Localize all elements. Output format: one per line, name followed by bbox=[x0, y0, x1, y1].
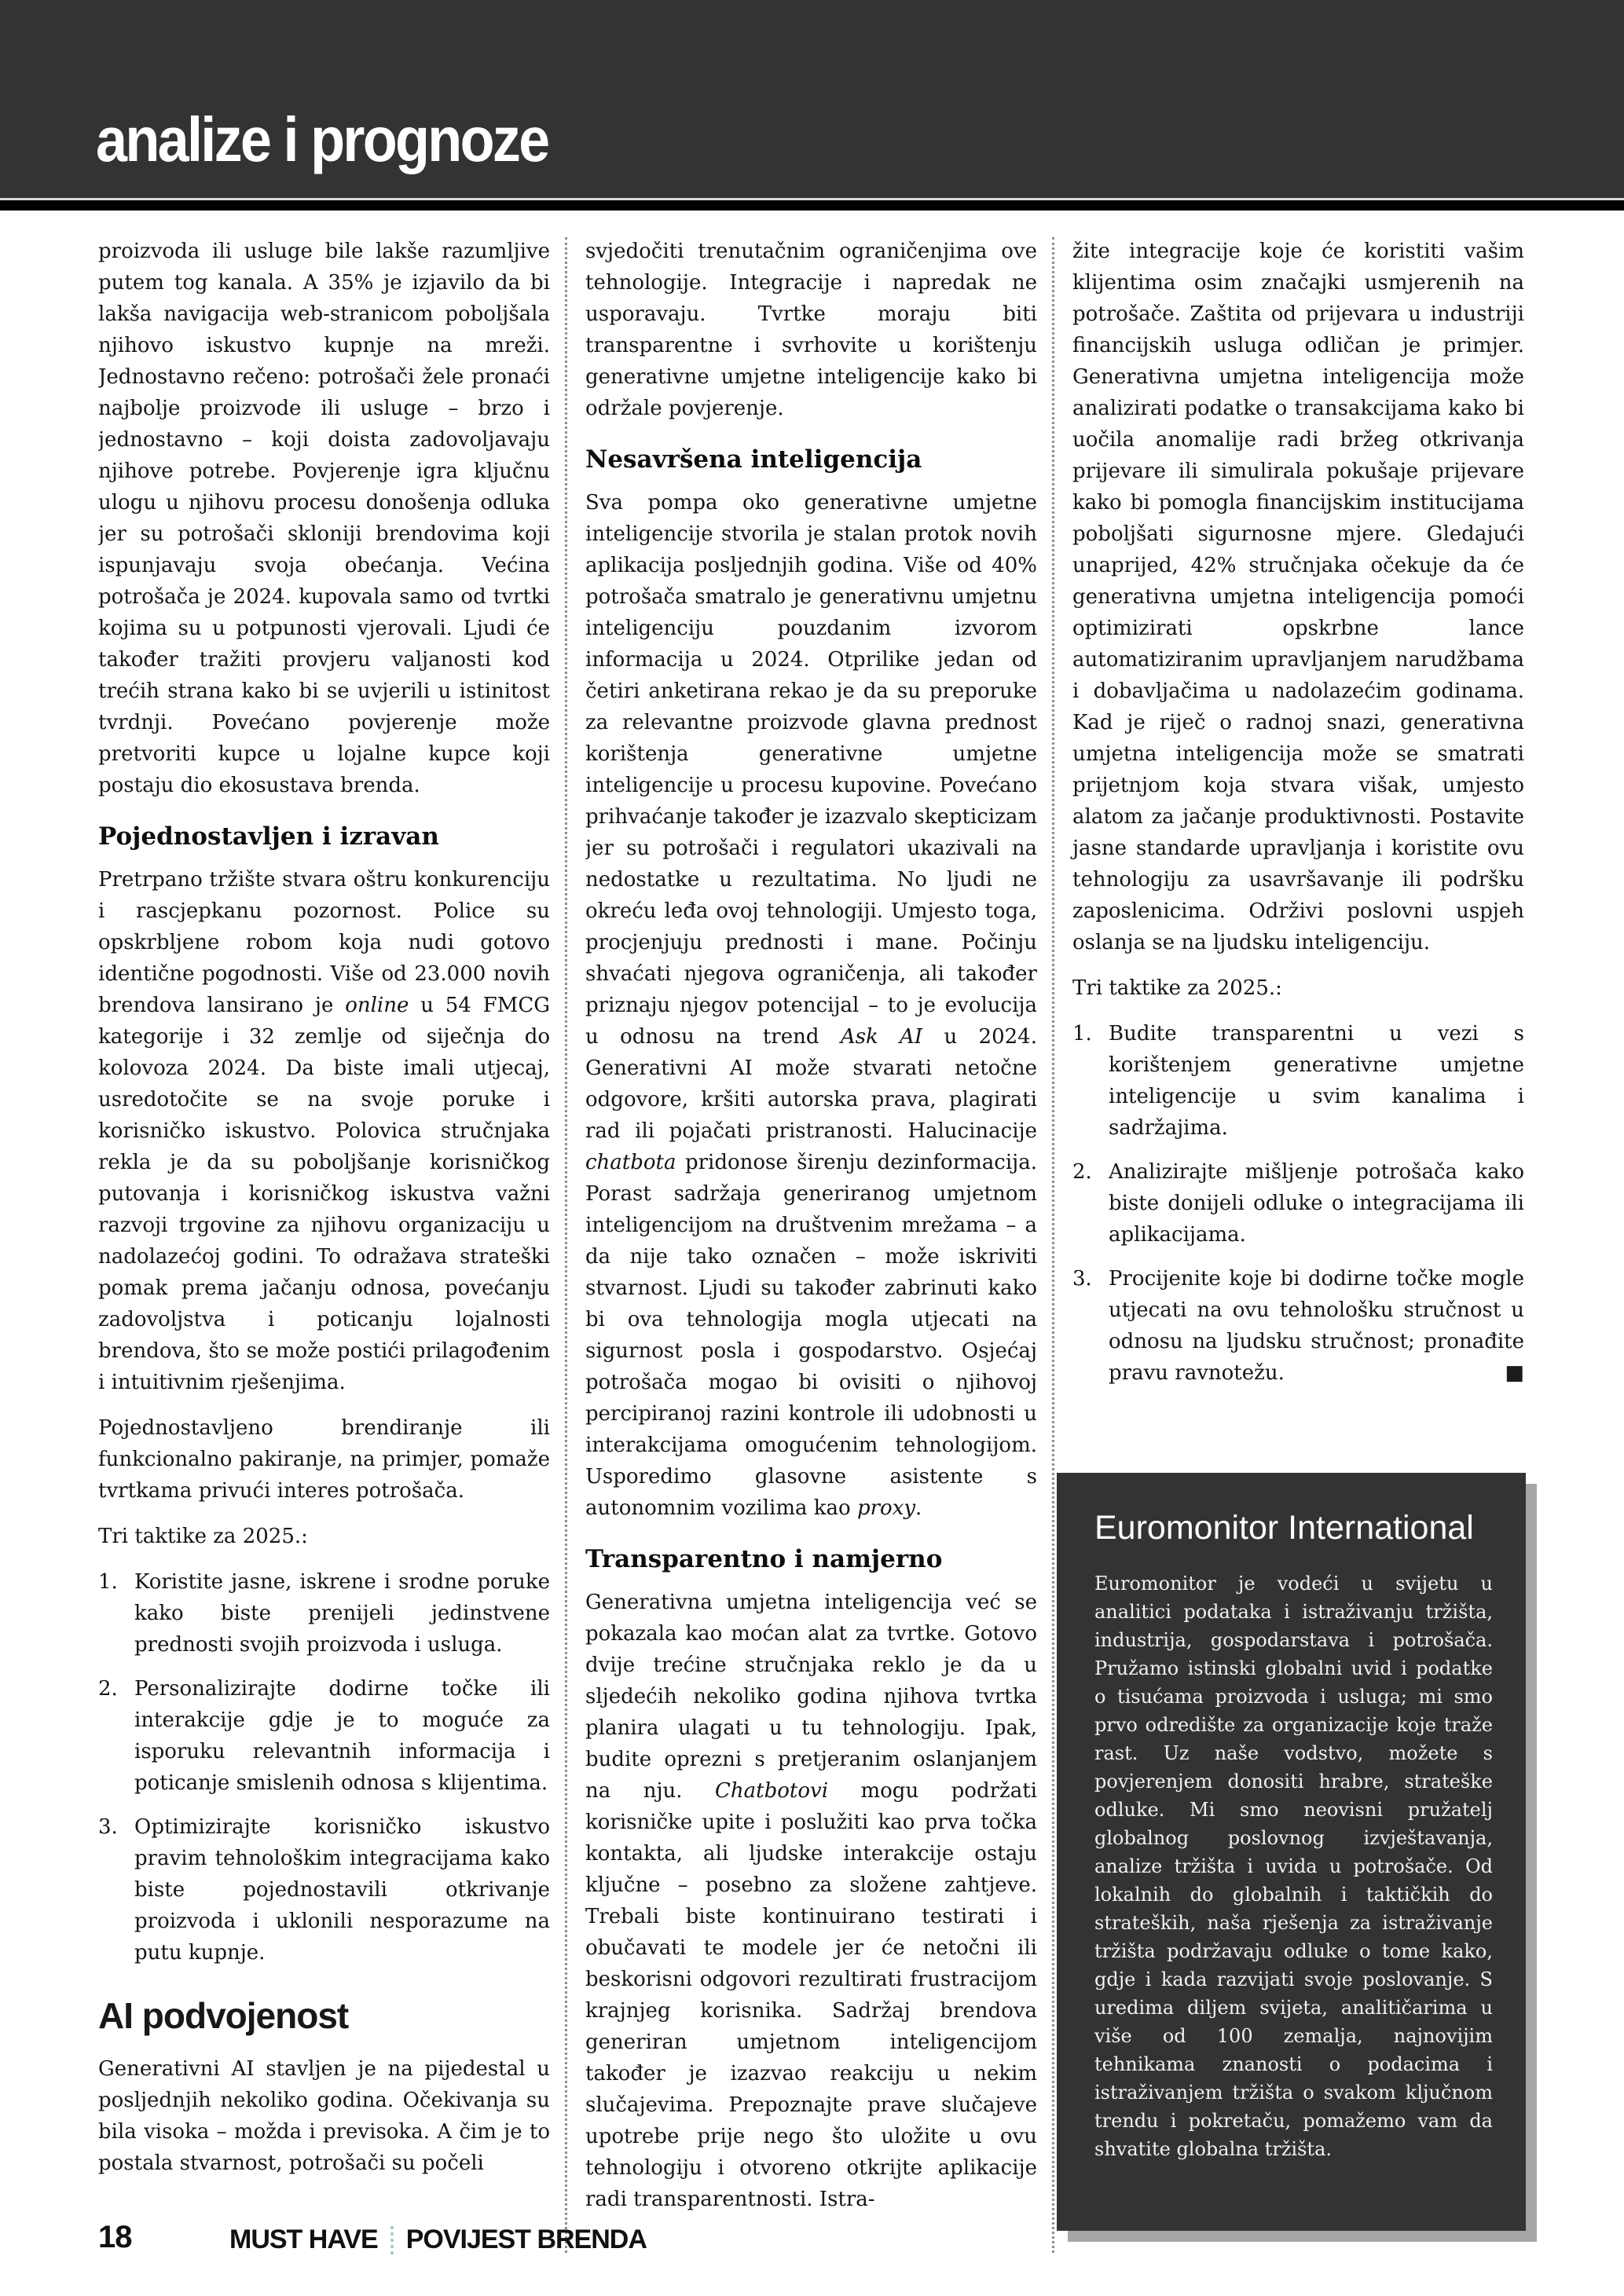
end-of-article-mark: ■ bbox=[1505, 1361, 1524, 1385]
text-run: Sva pompa oko generativne umjetne inteligencije stvorila je stalan protok novih aplikacija posljednjih godina. Više od 40% potrošača smatralo je generativnu umjetnu inteligenciju pouzdanim izvorom informacija u 2024. Otprilike jedan od četiri anketirana rekao je da su preporuke za relevantne proizvode glavna prednost korištenja generativne umjetne inteligencije u procesu kupovine. Povećano prihvaćanje također je izazvalo skepticizam jer su potrošači i regulatori ukazivali na nedostatke u rezultatima. No ljudi ne okreću leđa ovoj tehnologiji. Umjesto toga, procjenjuju prednosti i mane. Počinju shvaćati njegova ograničenja, ali također priznaju njegov potencijal – to je evolucija u odnosu na trend bbox=[585, 491, 1037, 1049]
page-number: 18 bbox=[98, 2220, 132, 2254]
subheading: Nesavršena inteligencija bbox=[585, 445, 922, 474]
text-run: mogu podržati korisničke upite i poslužiti kao prva točka kontakta, ali ljudske interakcije ostaju ključne – posebno za složene zahtjeve. Trebali biste kontinuirano testirati i obučavati te modele jer će netočni ili beskorisni odgovori rezultirati frustracijom krajnjeg korisnika. Sadržaj brendova generiran umjetnom inteligencijom također je izazvao reakciju u nekim slučajevima. Prepoznajte prave slučajeve upotrebe prije nego što uložite u ovu tehnologiju i otvoreno otkrijte aplikacije radi transparentnosti. Istra- bbox=[585, 1779, 1037, 2211]
list-item bbox=[1072, 1156, 1524, 1251]
list-item-text: Personalizirajte dodirne točke ili interakcije gdje je to moguće za isporuku relevantnih informacija i poticanje smislenih odnosa s klijentima. bbox=[134, 1677, 550, 1795]
list-item-text: Koristite jasne, iskrene i srodne poruke kako biste prenijeli jedinstvene prednosti svojih proizvoda i usluga. bbox=[134, 1570, 550, 1657]
text-run: . bbox=[915, 1496, 922, 1520]
body-paragraph: žite integracije koje će koristiti vašim klijentima osim značajki usmjerenih na potrošače. Zaštita od prijevara u industriji financijskih usluga odličan je primjer. Generativna umjetna inteligencija može analizirati podatke o transakcijama kako bi uočila anomalije radi bržeg otkrivanja prijevare ili simulirala pokušaje prijevare kako bi pomogla financijskim institucijama poboljšati sigurnosne mjere. Gledajući unaprijed, 42% stručnjaka očekuje da će generativna umjetna inteligencija pomoći optimizirati opskrbne lance automatiziranim upravljanjem narudžbama i dobavljačima u nadolazećim godinama. Kad je riječ o radnoj snazi, generativna umjetna inteligencija može se smatrati prijetnjom koja stvara višak, umjesto alatom za jačanje produktivnosti. Postavite jasne standarde upravljanja i koristite ovu tehnologiju za usavršavanje ili podršku zaposlenicima. Održivi poslovni uspjeh oslanja se na ljudsku inteligenciju. bbox=[1072, 240, 1524, 954]
text-run: Generativna umjetna inteligencija već se pokazala kao moćan alat za tvrtke. Gotovo dvije trećine stručnjaka reklo je da u sljedećih nekoliko godina njihova tvrtka planira ulagati u tu tehnologiju. Ipak, budite oprezni s pretjeranim oslanjanjem na nju. bbox=[585, 1591, 1037, 1803]
body-paragraph bbox=[585, 1587, 1037, 2211]
list-item-text: Optimizirajte korisničko iskustvo pravim tehnološkim integracijama kako biste pojednostavili otkrivanje proizvoda i uklonili nesporazume na putu kupnje. bbox=[134, 1815, 550, 1965]
subheading: Transparentno i namjerno bbox=[585, 1545, 943, 1573]
body-paragraph bbox=[98, 864, 550, 1398]
page-footer bbox=[229, 2225, 647, 2255]
body-paragraph: svjedočiti trenutačnim ograničenjima ove tehnologije. Integracije i napredak ne usporavaju. Tvrtke moraju biti transparentne i svrhovite u korištenju generativne umjetne inteligencije kako bi održale povjerenje. bbox=[585, 240, 1037, 420]
section-subtitle: AI podvojenost bbox=[98, 1995, 349, 2036]
list-item bbox=[98, 1673, 550, 1799]
section-title: analize i prognoze bbox=[96, 104, 548, 174]
list-item-text: Analizirajte mišljenje potrošača kako biste donijeli odluke o integracijama ili aplikacijama. bbox=[1109, 1160, 1524, 1247]
list-number: 2. bbox=[98, 1677, 118, 1701]
body-paragraph: Pojednostavljeno brendiranje ili funkcionalno pakiranje, na primjer, pomaže tvrtkama privući interes potrošača. bbox=[98, 1416, 550, 1503]
body-paragraph: Tri taktike za 2025.: bbox=[1072, 976, 1282, 1000]
body-paragraph: proizvoda ili usluge bile lakše razumljive putem tog kanala. A 35% je izjavilo da bi lakša navigacija web-stranicom poboljšala njihovo iskustvo kupnje na mreži. Jednostavno rečeno: potrošači žele pronaći najbolje proizvode ili usluge – brzo i jednostavno – koji doista zadovoljavaju njihove potrebe. Povjerenje igra ključnu ulogu u njihovu procesu donošenja odluka jer su potrošači skloniji brendovima koji ispunjavaju svoja obećanja. Većina potrošača je 2024. kupovala samo od tvrtki kojima su u potpunosti vjerovali. Ljudi će također tražiti provjeru valjanosti kod trećih strana kako bi se uvjerili u istinitost tvrdnji. Povećano povjerenje može pretvoriti kupce u lojalne kupce koji postaju dio ekosustava brenda. bbox=[98, 240, 550, 797]
list-item bbox=[98, 1566, 550, 1661]
text-run: Procijenite koje bi dodirne točke mogle utjecati na ovu tehnološku stručnost u odnosu na ljudsku stručnost; pronađite pravu ravnotežu. bbox=[1109, 1267, 1524, 1385]
list-number: 3. bbox=[98, 1815, 118, 1839]
footer-divider bbox=[390, 2226, 394, 2254]
list-item bbox=[1072, 1018, 1524, 1144]
list-number: 1. bbox=[98, 1570, 118, 1594]
subheading: Pojednostavljen i izravan bbox=[98, 822, 439, 851]
text-run: pridonose širenju dezinformacija. Porast sadržaja generiranog umjetnom inteligencijom na društvenim mrežama – a da nije tako označen – može iskriviti stvarnost. Ljudi su također zabrinuti kako bi ova tehnologija mogla utjecati na sigurnost posla i gospodarstvo. Osjećaj potrošača mogao bi ovisiti o njihovoj percipiranoj razini kontrole ili udobnosti u interakcijama omogućenim tehnologijom. Usporedimo glasovne asistente s autonomnim vozilima kao bbox=[585, 1151, 1037, 1520]
column-3 bbox=[1072, 236, 1524, 1401]
footer-section-name: POVIJEST BRENDA bbox=[405, 2225, 647, 2254]
column-2 bbox=[585, 236, 1037, 2211]
text-run-italic: chatbota bbox=[585, 1151, 676, 1174]
column-divider-2 bbox=[1052, 237, 1054, 2253]
list-number: 3. bbox=[1072, 1267, 1092, 1291]
text-run-italic: Ask AI bbox=[840, 1025, 923, 1049]
list-item-text: Budite transparentni u vezi s korištenjem generativne umjetne inteligencije u svim kanalima i sadržajima. bbox=[1109, 1022, 1524, 1140]
body-paragraph bbox=[585, 487, 1037, 1524]
body-paragraph: Generativni AI stavljen je na pijedestal u posljednjih nekoliko godina. Očekivanja su bila visoka – možda i previsoka. A čim je to postala stvarnost, potrošači su počeli bbox=[98, 2057, 550, 2175]
infobox-body: Euromonitor je vodeći u svijetu u analitici podataka i istraživanju tržišta, industrija, gospodarstava i potrošača. Pružamo istinski globalni uvid i podatke o tisućama proizvoda i usluga; mi smo prvo odredište za organizacije koje traže rast. Uz naše vodstvo, možete s povjerenjem donositi hrabre, strateške odluke. Mi smo neovisni pružatelj globalnog poslovnog izvještavanja, analize tržišta i uvida u potrošače. Od lokalnih do globalnih i taktičkih do strateških, naša rješenja za istraživanje tržišta podržavaju odluke o tome kako, gdje i kada razvijati svoje poslovanje. S uredima diljem svijeta, analitičarima u više od 100 zemalja, najnovijim tehnikama znanosti o podacima i istraživanjem tržišta o svakom ključnom trendu i pokretaču, pomažemo vam da shvatite globalna tržišta. bbox=[1094, 1573, 1493, 2160]
column-divider-1 bbox=[565, 237, 567, 2253]
infobox-title: Euromonitor International bbox=[1094, 1509, 1474, 1547]
list-number: 2. bbox=[1072, 1160, 1092, 1184]
text-run: u 2024. Generativni AI može stvarati netočne odgovore, kršiti autorska prava, plagirati rad ili pojačati pristranosti. Halucinacije bbox=[585, 1025, 1037, 1143]
body-paragraph: Tri taktike za 2025.: bbox=[98, 1525, 308, 1548]
text-run-italic: proxy bbox=[856, 1496, 916, 1520]
text-run: Pretrpano tržište stvara oštru konkurenciju i rascjepkanu pozornost. Police su opskrbljene robom koja nudi gotovo identične pogodnosti. Više od 23.000 novih brendova lansirano je bbox=[98, 868, 550, 1017]
magazine-name: MUST HAVE bbox=[229, 2225, 378, 2254]
euromonitor-infobox bbox=[1057, 1473, 1526, 2231]
list-item bbox=[98, 1811, 550, 1968]
list-item-text bbox=[1109, 1263, 1524, 1389]
section-header bbox=[0, 0, 1624, 200]
text-run: u 54 FMCG kategorije i 32 zemlje od siječnja do kolovoza 2024. Da biste imali utjecaj, usredotočite se na svoje poruke i korisničko iskustvo. Polovica stručnjaka rekla je da su poboljšanje korisničkog putovanja i korisničkog iskustva važni razvoji trgovine za njihovu organizaciju u nadolazećoj godini. To odražava strateški pomak prema jačanju odnosa, povećanju zadovoljstva i poticanju lojalnosti brendova, što se može postići prilagođenim i intuitivnim rješenjima. bbox=[98, 994, 550, 1394]
text-run-italic: online bbox=[345, 994, 409, 1017]
column-1 bbox=[98, 236, 550, 2211]
text-run-italic: Chatbotovi bbox=[715, 1779, 829, 1803]
list-item bbox=[1072, 1263, 1524, 1389]
list-number: 1. bbox=[1072, 1022, 1092, 1045]
